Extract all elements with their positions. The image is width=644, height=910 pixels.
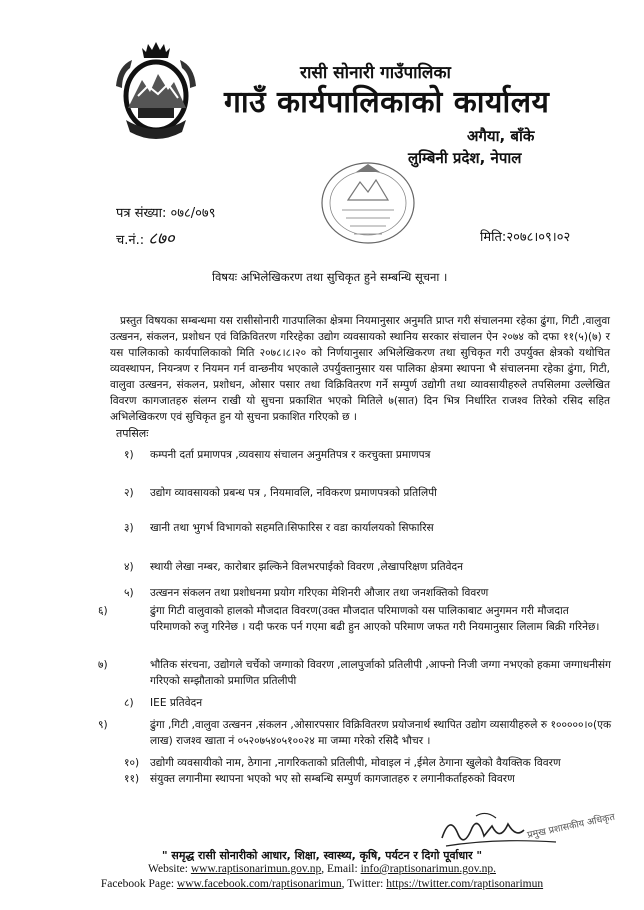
list-item (124, 586, 612, 602)
letter-date (480, 227, 570, 245)
footer-social (0, 878, 644, 893)
dispatch-number (116, 226, 175, 249)
list-item-text: ढुंगा ,गिटी ,वालुवा उत्खनन ,संकलन ,ओसारपसार विक्रिवितरण प्रयोजनार्थ स्थापित उद्योग व्यसायीहरुले रु १०००००।०(एक लाख) राजश्व खाता नं ०५२०७५४०५१००२४ मा जम्मा गरेको रसिदै भौचर । (150, 719, 612, 747)
list-item-number: ३) (124, 522, 134, 534)
list-item-number: ७) (98, 659, 108, 671)
list-item-number: १०) (124, 757, 140, 769)
list-item (124, 756, 612, 772)
list-item (98, 658, 612, 689)
reference-number (116, 203, 215, 221)
address-line-2: लुम्बिनी प्रदेश, नेपाल (408, 149, 522, 167)
list-item (98, 604, 612, 635)
list-item (124, 448, 612, 464)
notice-body-paragraph: प्रस्तुत विषयका सम्बन्धमा यस रासीसोनारी गाउपालिका क्षेत्रमा नियमानुसार अनुमति प्राप्त गरी संचालनमा रहेका ढुंगा, गिटी ,वालुवा उत्खनन, संकलन, प्रशोधन एवं विक्रिवितरण गरिरहेका उद्योग व्यवसायको स्थानिय सरकार संचालन ऐन २०७४ को दफा ११(५)(७) र यस पालिकाको कार्यपालिकाको मिति २०७८।८।२० को निर्णयानुसार अभिलेखिकरण तथा सुचिकृत गरी उपर्युक्त क्षेत्रको यथोचित व्यवस्थापन, नियन्त्रण र नियमन गर्न वान्छनीय भएकाले उपर्युक्तानुसार यस पालिका क्षेत्रमा स्थापना भै संचालनमा रहेका ढुंगा, गिटी, वालुवा उत्खनन, संकलन, प्रशोधन, ओसार पसार तथा विक्रिवितरण गर्ने सम्पुर्ण उद्योगी तथा व्यावसायीहरुले तपसिलमा उल्लेखित विवरण कागजातहरु संलग्न राखी यो सुचना प्रकाशित भएको मितिले ७(सात) दिन भित्र निर्धारित राजश्व तिरेको रसिद सहित अभिलेखिकरण एवं सुचिकृत हुन यो सुचना प्रकाशित गरिएको छ । (110, 315, 610, 423)
list-item-text: उद्योग व्यावसायको प्रबन्ध पत्र , नियमावलि, नविकरण प्रमाणपत्रको प्रतिलिपी (150, 487, 437, 499)
footer-slogan: " समृद्ध रासी सोनारीको आधार, शिक्षा, स्वास्थ्य, कृषि, पर्यटन र दिगो पूर्वाधार " (161, 849, 483, 862)
list-item-text: स्थायी लेखा नम्बर, कारोबार झल्किने विलभरपाईको विवरण ,लेखापरिक्षण प्रतिवेदन (150, 561, 464, 573)
list-item-number: ६) (98, 605, 108, 617)
list-item-text: IEE प्रतिवेदन (150, 697, 203, 709)
email-label: , Email: (321, 863, 361, 875)
list-item (124, 486, 612, 502)
dispatch-number-value: ८७० (148, 229, 175, 249)
office-seal-stamp (318, 160, 418, 246)
letter-date-label: मिति: (480, 230, 507, 245)
website-label: Website: (148, 863, 191, 875)
list-item-text: संयुक्त लगानीमा स्थापना भएको भए सो सम्बन्धि सम्पुर्ण कागजातहरु र लगानीकर्ताहरुको विवरण (150, 773, 515, 785)
list-item-text: खानी तथा भुगर्भ विभागको सहमति।सिफारिस र वडा कार्यालयको सिफारिस (150, 522, 434, 534)
subject-line: विषयः अभिलेखिकरण तथा सुचिकृत हुने सम्बन्धि सूचना । (212, 270, 448, 284)
list-item-number: ११) (124, 773, 140, 785)
letter-date-value: २०७८।०९।०२ (506, 230, 571, 245)
list-item (124, 560, 612, 576)
footer (0, 848, 644, 893)
reference-number-label: पत्र संख्या: (116, 206, 171, 221)
twitter-label: , Twitter: (341, 878, 387, 890)
reference-number-value: ०७८/०७९ (170, 206, 216, 221)
list-item-number: ८) (124, 697, 134, 709)
list-item-text: उत्खनन संकलन तथा प्रशोधनमा प्रयोग गरिएका मेशिनरी औजार तथा जनशक्तिको विवरण (150, 587, 489, 599)
list-item-text: कम्पनी दर्ता प्रमाणपत्र ,व्यवसाय संचालन अनुमतिपत्र र करचुक्ता प्रमाणपत्र (150, 449, 431, 461)
website-link[interactable]: www.raptisonarimun.gov.np (190, 863, 322, 875)
list-item (124, 696, 612, 712)
twitter-link[interactable]: https://twitter.com/raptisonarimun (386, 878, 544, 890)
list-item-number: २) (124, 487, 134, 499)
list-item-text: भौतिक संरचना, उद्योगले चर्चेको जग्गाको विवरण ,लालपुर्जाको प्रतिलीपी ,आफ्नो निजी जग्गा नभएको हकमा जग्गाधनीसंग गरिएको सम्झौताको प्रमाणित प्रतिलीपी (150, 659, 612, 687)
list-item-number: ४) (124, 561, 134, 573)
nepal-emblem-logo (108, 38, 204, 148)
list-item-number: १) (124, 449, 134, 461)
attachments-heading: तपसिलः (116, 427, 149, 440)
email-link[interactable]: info@raptisonarimun.gov.np. (360, 863, 496, 875)
office-title: गाउँ कार्यपालिकाको कार्यालय (224, 85, 550, 120)
facebook-label: Facebook Page: (100, 878, 177, 890)
list-item (98, 718, 612, 749)
footer-contact (0, 863, 644, 878)
address-line-1: अगैया, बाँके (467, 127, 535, 145)
list-item-number: ९) (98, 719, 108, 731)
list-item (124, 521, 612, 537)
facebook-link[interactable]: www.facebook.com/raptisonarimun (176, 878, 342, 890)
list-item-text: ढुंगा गिटी वालुवाको हालको मौजदात विवरण(उक्त मौजदात परिमाणको यस पालिकाबाट अनुगमन गरी मौजदात परिमाणको रुजु गरिनेछ । यदी फरक पर्न गएमा बढी हुन आएको परिमाण जफत गरी नियमानुसार लिलाम बिक्री गरिनेछ। (150, 605, 600, 633)
signature-title: प्रमुख प्रशासकीय अधिकृत (526, 811, 616, 841)
list-item (124, 772, 612, 788)
list-item-text: उद्योगी व्यवसायीको नाम, ठेगाना ,नागरिकताको प्रतिलीपी, मोवाइल नं ,ईमेल ठेगाना खुलेको वैयक्तिक विवरण (150, 757, 561, 769)
office-name: रासी सोनारी गाउँपालिका (300, 63, 451, 83)
list-item-number: ५) (124, 587, 134, 599)
dispatch-number-label: च.नं.: (116, 233, 145, 248)
